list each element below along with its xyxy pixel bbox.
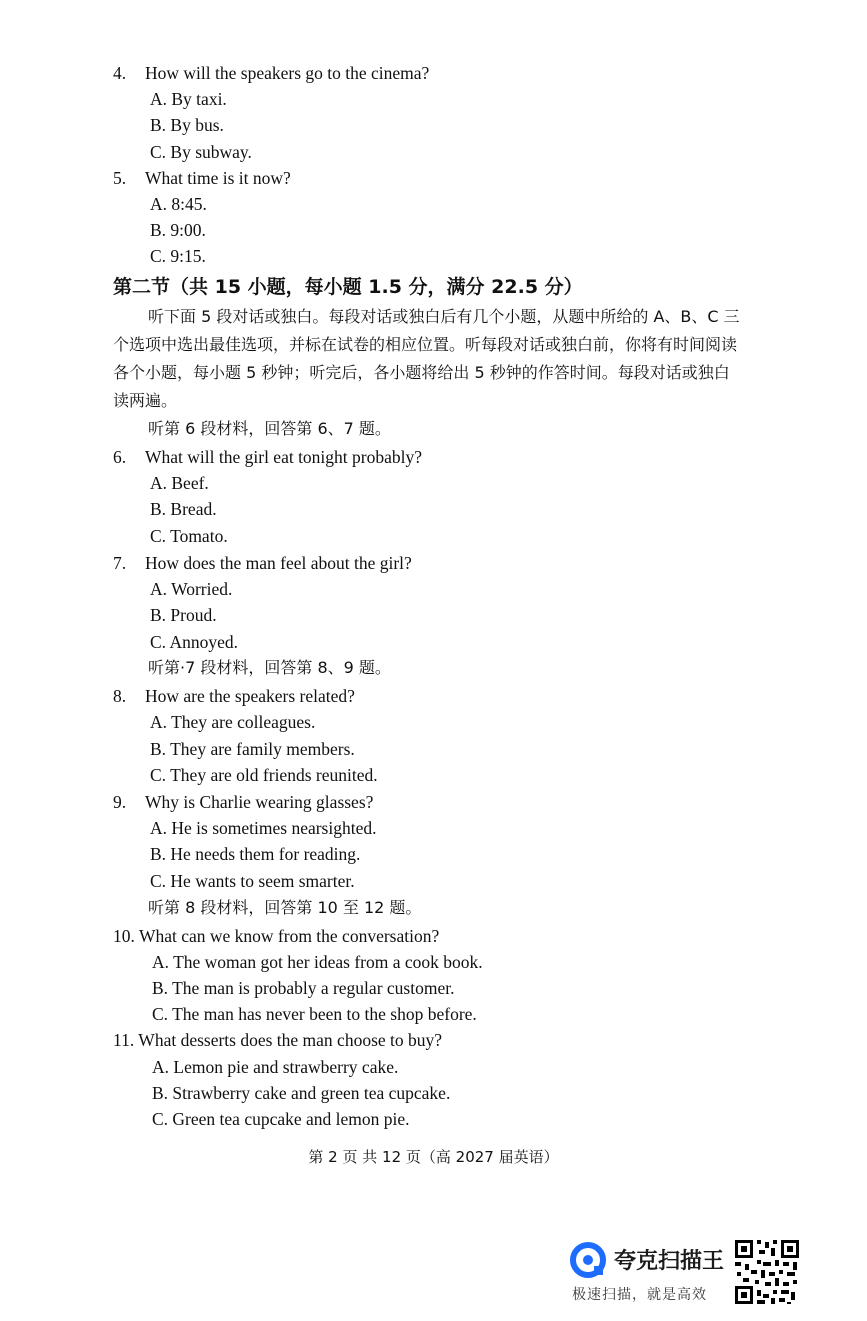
question-text: What desserts does the man choose to buy? bbox=[138, 1030, 443, 1050]
question-4 bbox=[113, 62, 429, 84]
option: B. Bread. bbox=[150, 499, 217, 519]
option: C. Tomato. bbox=[150, 526, 228, 546]
instructions-line-1: 听下面 5 段对话或独白。每段对话或独白后有几个小题，从题中所给的 A、B、C 三 bbox=[148, 307, 740, 326]
option: A. The woman got her ideas from a cook book. bbox=[152, 952, 483, 972]
question-text: What time is it now? bbox=[145, 168, 291, 188]
option: A. They are colleagues. bbox=[150, 712, 316, 732]
question-10 bbox=[113, 925, 439, 947]
option: A. Beef. bbox=[150, 473, 209, 493]
qr-code-icon bbox=[733, 1238, 801, 1306]
option: A. He is sometimes nearsighted. bbox=[150, 818, 377, 838]
question-11 bbox=[113, 1029, 442, 1051]
option: C. The man has never been to the shop before. bbox=[152, 1004, 477, 1024]
option: C. Green tea cupcake and lemon pie. bbox=[152, 1109, 410, 1129]
question-number: 8. bbox=[113, 686, 127, 706]
option: B. By bus. bbox=[150, 115, 224, 135]
option: B. 9:00. bbox=[150, 220, 206, 240]
option: B. They are family members. bbox=[150, 739, 355, 759]
question-number: 11. bbox=[113, 1030, 135, 1050]
option: B. Strawberry cake and green tea cupcake. bbox=[152, 1083, 451, 1103]
option: A. By taxi. bbox=[150, 89, 227, 109]
question-text: What can we know from the conversation? bbox=[138, 926, 440, 946]
question-number: 6. bbox=[113, 447, 127, 467]
page-footer: 第 2 页 共 12 页（高 2027 届英语） bbox=[308, 1148, 559, 1166]
instructions-line-4: 读两遍。 bbox=[113, 391, 178, 410]
option: C. He wants to seem smarter. bbox=[150, 871, 355, 891]
question-number: 4. bbox=[113, 63, 127, 83]
option: A. Lemon pie and strawberry cake. bbox=[152, 1057, 399, 1077]
question-5 bbox=[113, 167, 291, 189]
question-7 bbox=[113, 552, 412, 574]
option: A. Worried. bbox=[150, 579, 233, 599]
instructions-line-2: 个选项中选出最佳选项，并标在试卷的相应位置。听每段对话或独白前，你将有时间阅读 bbox=[113, 335, 738, 354]
question-number: 5. bbox=[113, 168, 127, 188]
brand-slogan: 极速扫描，就是高效 bbox=[572, 1287, 707, 1303]
brand-name: 夸克扫描王 bbox=[614, 1249, 725, 1274]
material-8-note: 听第 8 段材料，回答第 10 至 12 题。 bbox=[148, 898, 422, 917]
option: B. Proud. bbox=[150, 605, 217, 625]
question-number: 10. bbox=[113, 926, 135, 946]
quark-logo-icon bbox=[570, 1242, 606, 1278]
scanner-watermark bbox=[570, 1242, 730, 1302]
option: B. He needs them for reading. bbox=[150, 844, 361, 864]
question-text: Why is Charlie wearing glasses? bbox=[145, 792, 374, 812]
question-text: How are the speakers related? bbox=[145, 686, 355, 706]
option: A. 8:45. bbox=[150, 194, 207, 214]
question-number: 9. bbox=[113, 792, 127, 812]
question-text: How will the speakers go to the cinema? bbox=[145, 63, 430, 83]
question-8 bbox=[113, 685, 355, 707]
section-title: 第二节（共 15 小题，每小题 1.5 分，满分 22.5 分） bbox=[113, 276, 583, 298]
question-text: What will the girl eat tonight probably? bbox=[145, 447, 423, 467]
option: C. They are old friends reunited. bbox=[150, 765, 378, 785]
option: C. Annoyed. bbox=[150, 632, 238, 652]
option: C. 9:15. bbox=[150, 246, 206, 266]
question-text: How does the man feel about the girl? bbox=[145, 553, 412, 573]
material-6-note: 听第 6 段材料，回答第 6、7 题。 bbox=[148, 419, 391, 438]
instructions-line-3: 各个小题，每小题 5 秒钟；听完后，各小题将给出 5 秒钟的作答时间。每段对话或独白 bbox=[113, 363, 730, 382]
option: B. The man is probably a regular customer. bbox=[152, 978, 455, 998]
question-9 bbox=[113, 791, 373, 813]
question-6 bbox=[113, 446, 422, 468]
option: C. By subway. bbox=[150, 142, 252, 162]
question-number: 7. bbox=[113, 553, 127, 573]
material-7-note: 听第·7 段材料，回答第 8、9 题。 bbox=[148, 658, 391, 677]
